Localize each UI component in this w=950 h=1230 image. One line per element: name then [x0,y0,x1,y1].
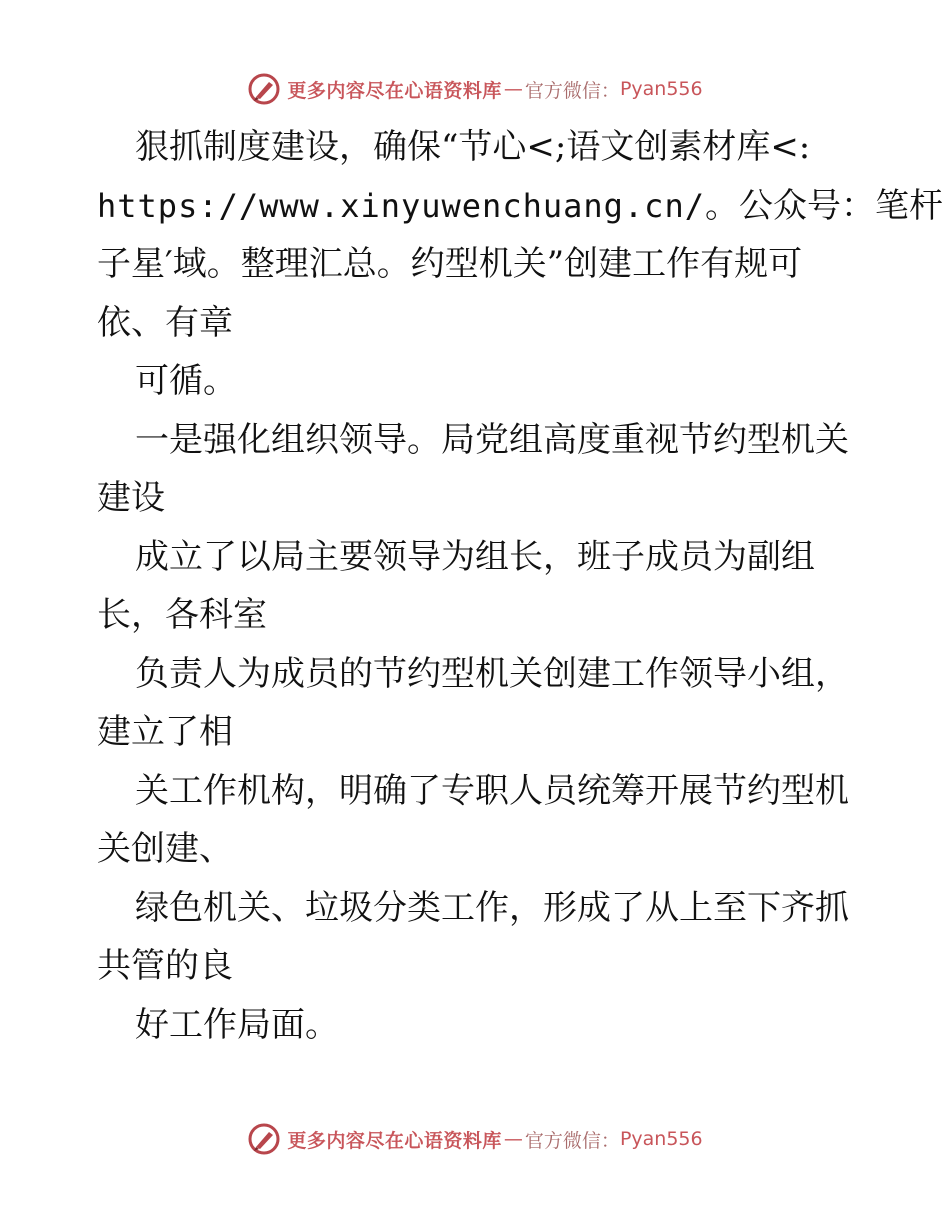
text-line: 负责人为成员的节约型机关创建工作领导小组， [135,653,849,694]
header-watermark-banner [0,72,950,106]
text-line: 建设 [97,478,165,518]
text-line: 关工作机构，明确了专职人员统筹开展节约型机 [135,770,849,811]
pen-seal-icon [247,72,281,106]
text-line: 一是强化组织领导。局党组高度重视节约型机关 [135,419,849,460]
footer-watermark-banner [0,1122,950,1156]
text-fragment: 。公众号：笔杆 [704,185,943,226]
text-line: 绿色机关、垃圾分类工作，形成了从上至下齐抓 [135,887,849,928]
banner-brand-text: 更多内容尽在心语资料库 [287,79,502,102]
banner-wechat-id: Pyan556 [619,1128,703,1150]
text-line: 子星′域。整理汇总。约型机关”创建工作有规可 [97,244,803,284]
text-line: 长，各科室 [97,595,267,635]
banner-wechat-id: Pyan556 [619,78,703,100]
text-line [97,177,943,236]
text-line: 建立了相 [97,712,233,752]
document-body [97,118,943,1054]
text-line: 好工作局面。 [135,1004,339,1045]
text-line: 可循。 [135,361,237,401]
banner-brand-text: 更多内容尽在心语资料库 [287,1129,502,1152]
text-line: 狠抓制度建设，确保“节心<;语文创素材库<: [135,127,811,167]
url-link[interactable]: https://www.xinyuwenchuang.cn/ [97,186,705,225]
text-line: 依、有章 [97,302,233,343]
text-line: 关创建、 [97,829,233,869]
text-line: 共管的良 [97,946,233,986]
banner-wechat-label: 官方微信： [524,79,620,102]
banner-wechat-label: 官方微信： [524,1129,620,1152]
banner-separator: — [503,1128,523,1150]
banner-separator: — [503,78,523,100]
text-line: 成立了以局主要领导为组长，班子成员为副组 [135,536,815,577]
pen-seal-icon [247,1122,281,1156]
